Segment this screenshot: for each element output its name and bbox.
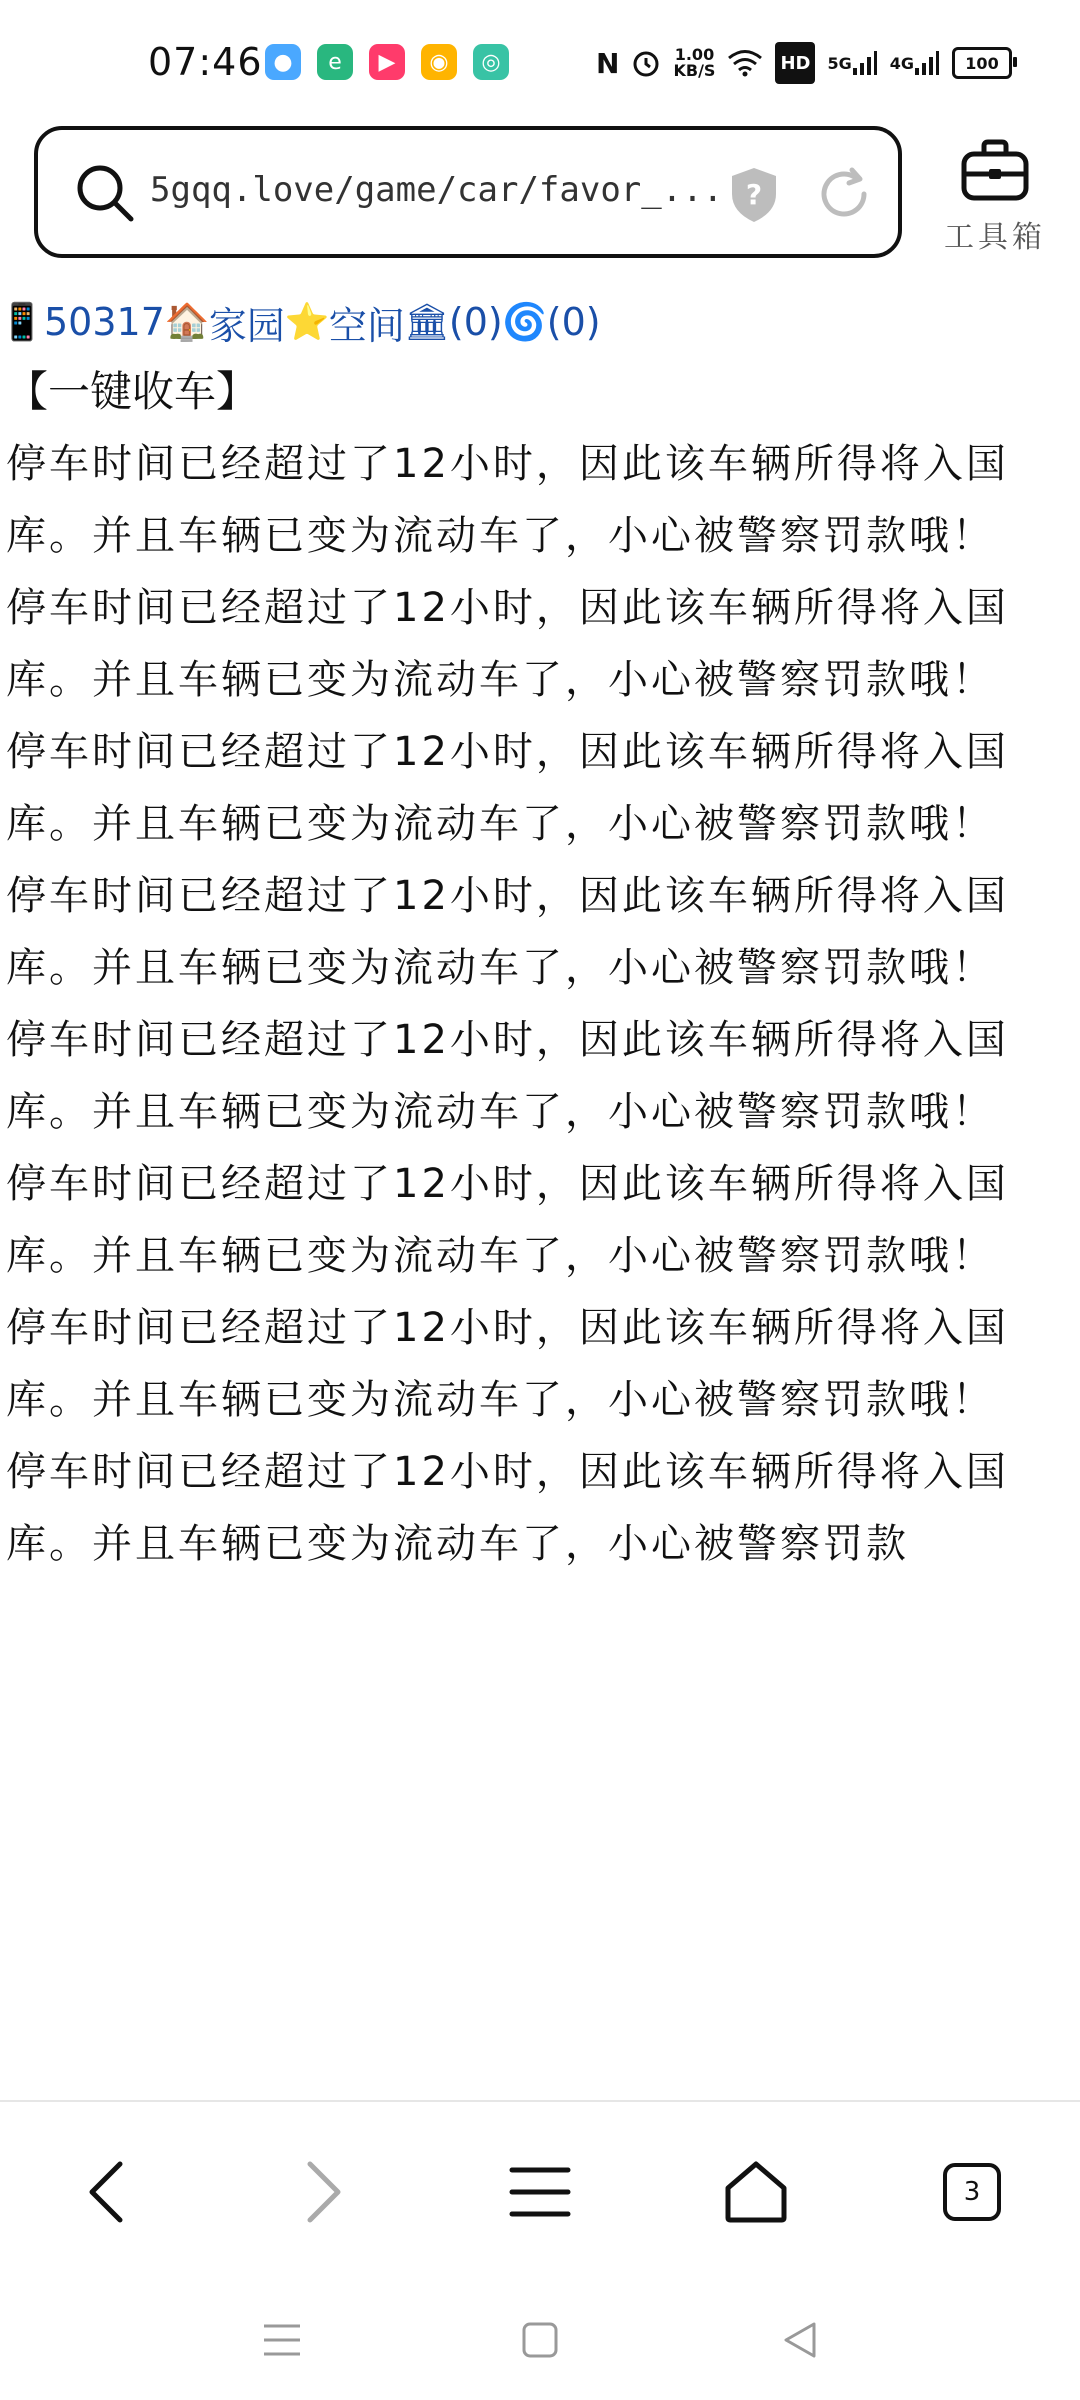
- recent-apps-icon: [262, 2322, 302, 2358]
- message-item: 停车时间已经超过了12小时，因此该车辆所得将入国库。并且车辆已变为流动车了，小心被警察罚款哦！: [6, 1305, 1009, 1423]
- menu-button[interactable]: [500, 2152, 580, 2232]
- weibo-app-icon: ◉: [421, 44, 457, 80]
- signal-5g-label: 5G: [827, 53, 852, 73]
- square-icon: [521, 2321, 559, 2359]
- system-back-button[interactable]: [770, 2310, 830, 2370]
- triangle-back-icon: [780, 2320, 820, 2360]
- signal-5g-icon: [827, 44, 877, 82]
- tabs-button[interactable]: [932, 2152, 1012, 2232]
- signal-4g-icon: [890, 44, 940, 82]
- shield-icon[interactable]: [728, 166, 780, 228]
- page-content: [0, 288, 1080, 1580]
- message-item: 停车时间已经超过了12小时，因此该车辆所得将入国库。并且车辆已变为流动车了，小心被警察罚款: [6, 1449, 1009, 1567]
- home-link[interactable]: 家园: [208, 303, 285, 348]
- net-speed-unit: KB/S: [673, 61, 716, 80]
- count-link-a[interactable]: (0): [448, 300, 503, 344]
- message-item: 停车时间已经超过了12小时，因此该车辆所得将入国库。并且车辆已变为流动车了，小心被警察罚款哦！: [6, 1017, 1009, 1135]
- browser-bottom-nav: [0, 2100, 1080, 2282]
- reload-icon[interactable]: [816, 166, 872, 226]
- message-item: 停车时间已经超过了12小时，因此该车辆所得将入国库。并且车辆已变为流动车了，小心被警察罚款哦！: [6, 441, 1009, 559]
- home-button[interactable]: [716, 2152, 796, 2232]
- toolbox-button[interactable]: [940, 138, 1050, 258]
- camera-app-icon: ◎: [473, 44, 509, 80]
- message-item: 停车时间已经超过了12小时，因此该车辆所得将入国库。并且车辆已变为流动车了，小心被警察罚款哦！: [6, 1161, 1009, 1279]
- message-item: 停车时间已经超过了12小时，因此该车辆所得将入国库。并且车辆已变为流动车了，小心被警察罚款哦！: [6, 729, 1009, 847]
- chevron-right-icon: [302, 2160, 346, 2224]
- count-link-b[interactable]: (0): [546, 300, 601, 344]
- toolbox-label: 工具箱: [944, 220, 1046, 255]
- recent-apps-button[interactable]: [252, 2310, 312, 2370]
- system-icons: [596, 42, 1012, 84]
- bank-icon: 🏛: [404, 302, 450, 343]
- status-time: 07:46: [148, 40, 263, 84]
- message-list: [0, 428, 1066, 1580]
- color-wheel-icon: 🌀: [502, 302, 548, 343]
- net-speed-value: 1.00: [674, 45, 715, 64]
- forward-button[interactable]: [284, 2152, 364, 2232]
- battery-level: 100: [952, 47, 1012, 79]
- star-icon: ⭐: [284, 302, 330, 343]
- user-id-link[interactable]: 50317: [44, 300, 165, 344]
- space-link[interactable]: 空间: [328, 303, 405, 348]
- system-home-button[interactable]: [510, 2310, 570, 2370]
- tab-count: 3: [963, 2177, 981, 2207]
- message-item: 停车时间已经超过了12小时，因此该车辆所得将入国库。并且车辆已变为流动车了，小心被警察罚款哦！: [6, 873, 1009, 991]
- address-bar[interactable]: [34, 126, 902, 258]
- video-app-icon: ▶: [369, 44, 405, 80]
- search-icon[interactable]: [74, 162, 136, 228]
- net-speed: [673, 44, 715, 82]
- notification-icons: [265, 44, 509, 80]
- nfc-icon: N: [596, 46, 620, 80]
- user-nav: [0, 288, 1080, 356]
- signal-4g-label: 4G: [889, 53, 914, 73]
- home-link-icon: 🏠: [164, 302, 210, 343]
- briefcase-icon: [960, 187, 1030, 206]
- alarm-icon: [631, 44, 661, 82]
- page-heading: 【一键收车】: [6, 367, 259, 416]
- wifi-icon: [727, 44, 763, 82]
- home-icon: [722, 2160, 790, 2224]
- browser-app-icon: ●: [265, 44, 301, 80]
- edge-app-icon: e: [317, 44, 353, 80]
- url-text[interactable]: 5gqq.love/game/car/favor_...: [150, 170, 724, 210]
- message-item: 停车时间已经超过了12小时，因此该车辆所得将入国库。并且车辆已变为流动车了，小心被警察罚款哦！: [6, 585, 1009, 703]
- hd-badge: HD: [775, 42, 815, 84]
- phone-user-icon: 📱: [0, 302, 45, 343]
- chevron-left-icon: [84, 2160, 128, 2224]
- menu-icon: [508, 2164, 572, 2220]
- status-bar: [0, 0, 1080, 128]
- battery-icon: [952, 44, 1012, 82]
- svg-text:?: ?: [745, 178, 763, 211]
- back-button[interactable]: [66, 2152, 146, 2232]
- system-nav-bar: [0, 2280, 1080, 2400]
